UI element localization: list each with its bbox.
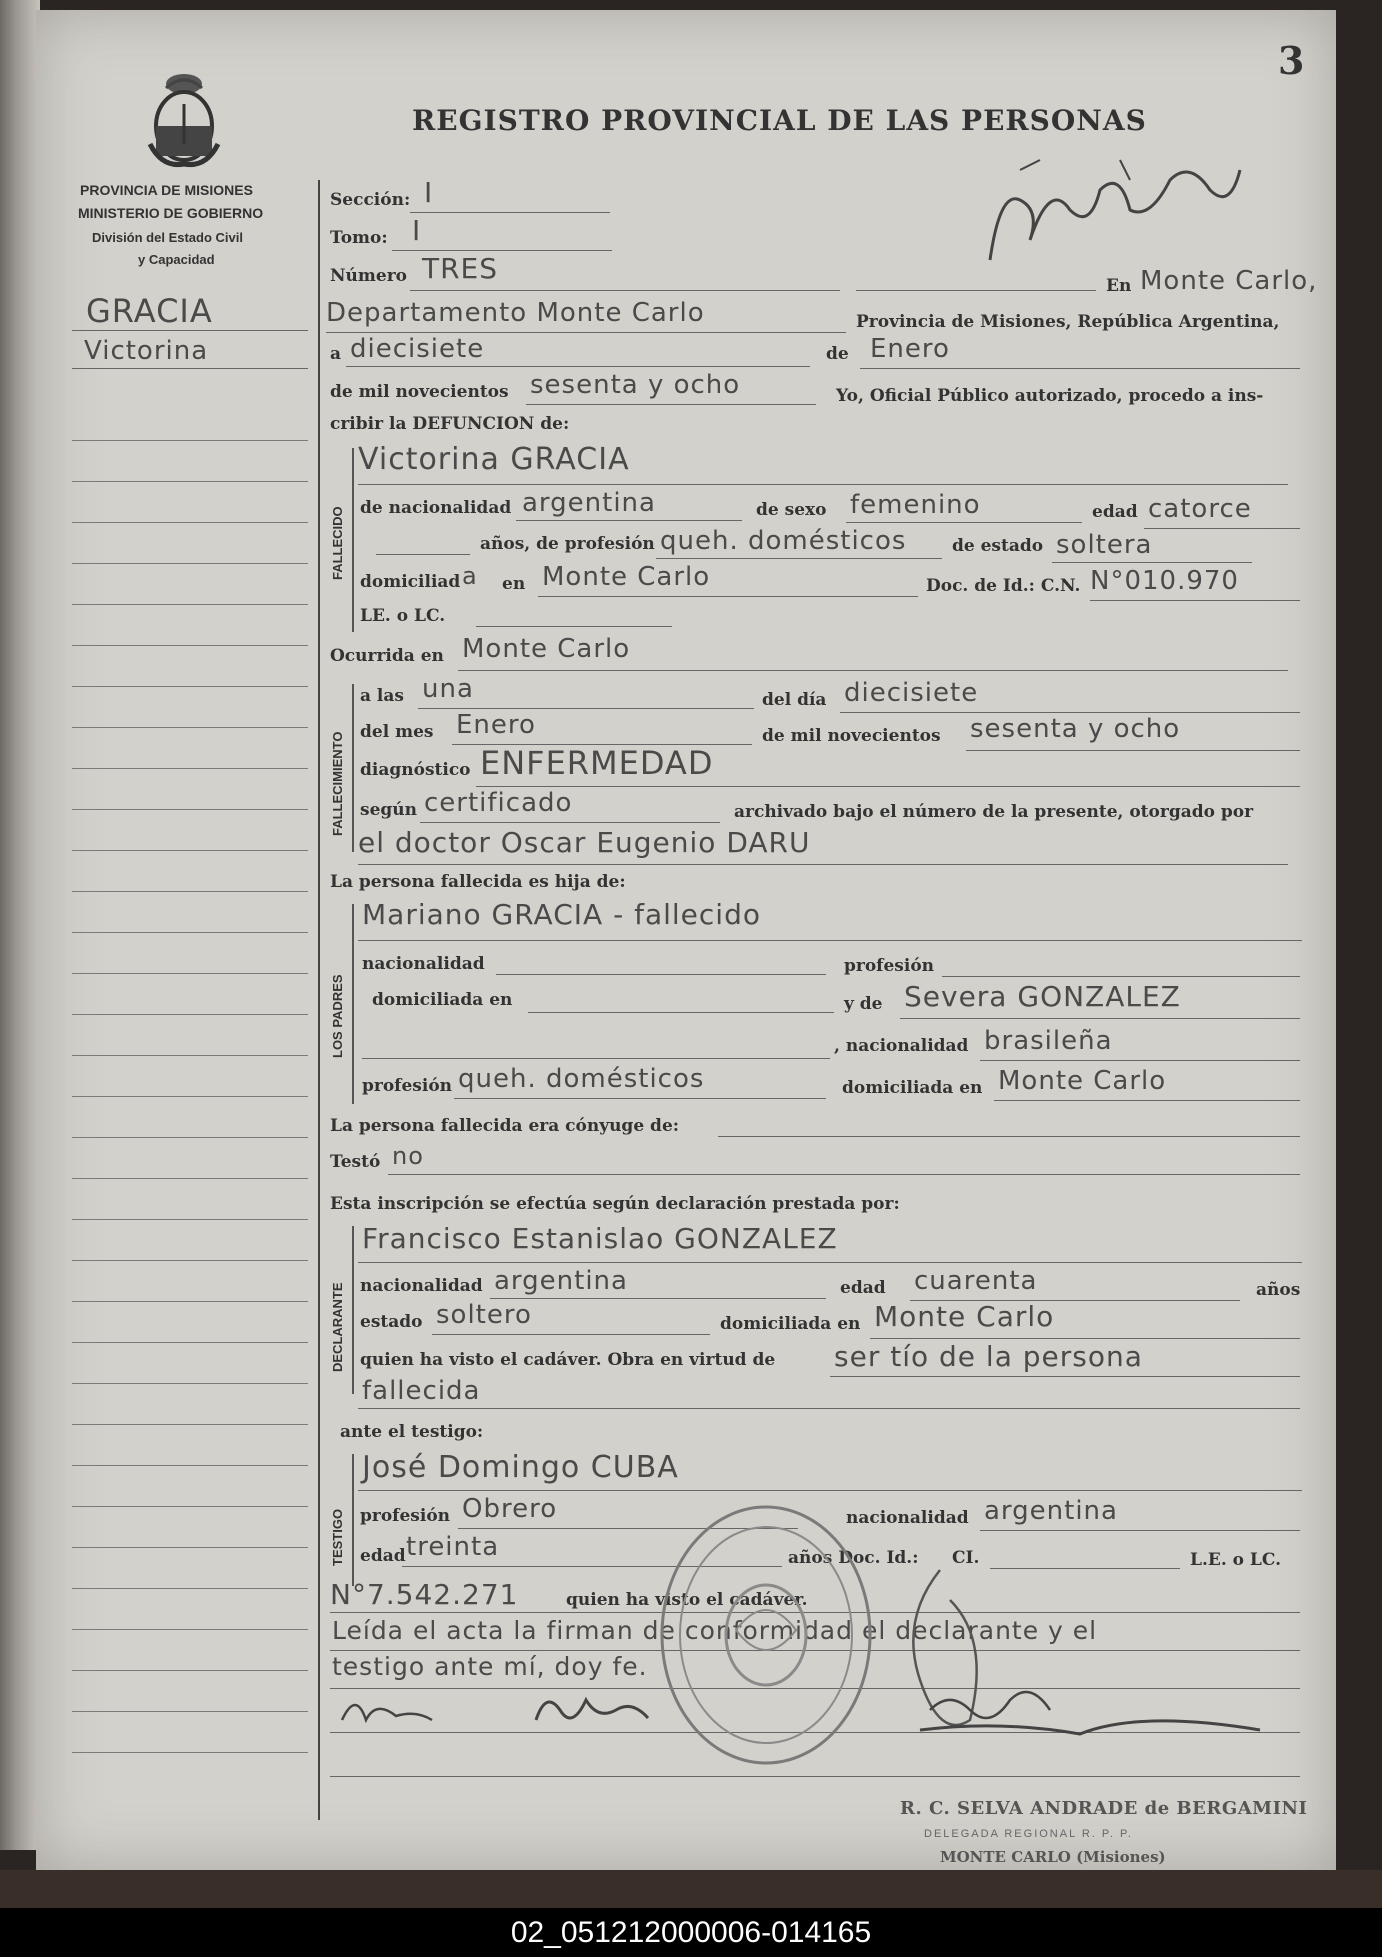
estado-line — [1052, 562, 1252, 563]
conyuge-line — [718, 1136, 1300, 1137]
testigo-nombre-line — [358, 1490, 1302, 1491]
declarante-anios-label: años — [1256, 1280, 1301, 1300]
conyuge-label: La persona fallecida era cónyuge de: — [330, 1116, 680, 1136]
archivado-text: archivado bajo el número de la presente, otorgado por — [734, 802, 1254, 822]
testo-value: no — [392, 1142, 424, 1170]
declarante-virtud-cont-line — [358, 1408, 1300, 1409]
hija-de-label: La persona fallecida es hija de: — [330, 872, 626, 892]
padre-nombre: Mariano GRACIA - fallecido — [362, 898, 761, 931]
tomo-line — [392, 250, 612, 251]
declarante-estado-line — [432, 1334, 710, 1335]
domiciliada-suffix: a — [462, 562, 478, 590]
testigo-edad: treinta — [406, 1532, 500, 1562]
cierre-linea-2: testigo ante mí, doy fe. — [332, 1652, 648, 1681]
declarante-nacionalidad-line — [490, 1298, 826, 1299]
edad-line — [1144, 528, 1300, 529]
mes-label: del mes — [360, 722, 434, 742]
le-lc-line — [476, 626, 672, 627]
seccion-label: Sección: — [330, 190, 411, 210]
testigo-edad-label: edad — [360, 1546, 406, 1566]
testigo-le-lc: L.E. o LC. — [1190, 1550, 1282, 1570]
doc-line — [1090, 600, 1300, 601]
fallecimiento-dia: diecisiete — [844, 678, 979, 708]
mil-label: de mil novecientos — [330, 382, 509, 402]
sexo-label: de sexo — [756, 500, 827, 520]
testigo-visto-label: quien ha visto el cadáver. — [566, 1590, 808, 1610]
anio-line — [526, 404, 816, 405]
padre-nacionalidad-label: nacionalidad — [362, 954, 485, 974]
de-label: de — [826, 344, 849, 364]
fallecido-nombre-line — [358, 484, 1288, 485]
oficial-nombre: R. C. SELVA ANDRADE de BERGAMINI — [900, 1798, 1308, 1819]
numero-line — [410, 290, 840, 291]
madre-nombre: Severa GONZALEZ — [904, 980, 1181, 1013]
ocurrida-line — [458, 670, 1288, 671]
madre-nacionalidad: brasileña — [984, 1026, 1113, 1056]
provincia-text: Provincia de Misiones, República Argentina, — [856, 312, 1280, 332]
declarante-visto-label: quien ha visto el cadáver. Obra en virtud de — [360, 1350, 776, 1370]
testigo-section-label: TESTIGO — [330, 1508, 345, 1566]
declarante-nacionalidad-label: nacionalidad — [360, 1276, 483, 1296]
ocurrida-label: Ocurrida en — [330, 646, 444, 666]
testigo-ante-label: ante el testigo: — [340, 1422, 484, 1442]
estado-label: de estado — [952, 536, 1044, 556]
margin-surname: GRACIA — [86, 292, 213, 330]
testo-line — [388, 1174, 1300, 1175]
yo-text: Yo, Oficial Público autorizado, procedo a ins- — [836, 386, 1264, 406]
a-label: a — [330, 344, 342, 364]
fallecimiento-anio: sesenta y ocho — [970, 714, 1181, 744]
madre-domicilio-label: domiciliada en — [842, 1078, 983, 1098]
padre-line — [358, 940, 1302, 941]
madre-blank-line — [362, 1058, 830, 1059]
seccion-line — [410, 212, 610, 213]
signature-declarante — [336, 1680, 656, 1740]
margin-line — [72, 368, 308, 369]
madre-profesion-line — [454, 1098, 826, 1099]
doc-label: Doc. de Id.: C.N. — [926, 576, 1081, 596]
fallecido-estado: soltera — [1056, 530, 1153, 560]
fallecimiento-mes: Enero — [456, 710, 536, 740]
agency-line-2: MINISTERIO DE GOBIERNO — [78, 205, 264, 221]
seccion-value: I — [424, 176, 434, 209]
agency-line-3: División del Estado Civil — [92, 230, 243, 245]
fallecimiento-bracket — [352, 684, 354, 852]
padre-domicilio-label: domiciliada en — [372, 990, 513, 1010]
sexo-line — [846, 522, 1082, 523]
diagnostico-value: ENFERMEDAD — [480, 744, 714, 782]
margin-ruled-lines — [72, 400, 308, 1753]
document-title: REGISTRO PROVINCIAL DE LAS PERSONAS — [412, 104, 1147, 137]
padre-domicilio-line — [528, 1012, 834, 1013]
madre-domicilio-line — [994, 1100, 1300, 1101]
declarante-section-label: DECLARANTE — [330, 1282, 345, 1372]
declarante-estado: soltero — [436, 1300, 532, 1330]
agency-line-4: y Capacidad — [138, 252, 215, 267]
en-value: Monte Carlo, — [1140, 266, 1318, 296]
diagnostico-label: diagnóstico — [360, 760, 471, 780]
nacionalidad-line — [516, 520, 742, 521]
madre-profesion: queh. domésticos — [458, 1064, 705, 1094]
testigo-bracket — [352, 1454, 354, 1586]
domiciliada-label: domiciliad — [360, 572, 461, 592]
numero-label: Número — [330, 266, 407, 286]
margin-line — [72, 330, 308, 331]
declarante-edad-label: edad — [840, 1278, 886, 1298]
scan-background — [0, 1870, 1382, 1910]
departamento-value: Departamento Monte Carlo — [326, 298, 705, 328]
testigo-nacionalidad-label: nacionalidad — [846, 1508, 969, 1528]
margin-given-name: Victorina — [84, 336, 209, 366]
fallecido-sexo: femenino — [850, 490, 981, 520]
testo-label: Testó — [330, 1152, 381, 1172]
mes-value: Enero — [870, 334, 950, 364]
declarante-virtud: ser tío de la persona — [834, 1340, 1143, 1373]
numero-value: TRES — [422, 252, 499, 285]
signature-oficial — [880, 1560, 1280, 1780]
segun-line — [420, 822, 720, 823]
le-lc-label: LE. o LC. — [360, 606, 446, 626]
cierre-linea-1: Leída el acta la firman de conformidad el declarante y el — [332, 1616, 1098, 1645]
padres-section-label: LOS PADRES — [330, 974, 345, 1058]
fallecimiento-section-label: FALLECIMIENTO — [330, 731, 345, 836]
padre-profesion-line — [942, 976, 1300, 977]
hora-line — [418, 708, 754, 709]
dia-value: diecisiete — [350, 334, 485, 364]
declarante-bracket — [352, 1226, 354, 1394]
dia-fall-line — [840, 712, 1300, 713]
declarante-domicilio-line — [870, 1338, 1300, 1339]
hora-label: a las — [360, 686, 404, 706]
profesion-line — [656, 558, 942, 559]
numero-line-2 — [856, 290, 1096, 291]
declarante-intro: Esta inscripción se efectúa según declaración prestada por: — [330, 1194, 900, 1214]
doctor-line — [358, 864, 1288, 865]
nacionalidad-label: de nacionalidad — [360, 498, 512, 518]
anio-value: sesenta y ocho — [530, 370, 741, 400]
testigo-anios-doc-label: años Doc. Id.: — [788, 1548, 919, 1568]
declarante-domicilio-label: domiciliada en — [720, 1314, 861, 1334]
anio-fall-line — [966, 750, 1300, 751]
y-de-label: y de — [844, 994, 883, 1014]
departamento-line — [326, 332, 846, 333]
anios-line — [376, 554, 470, 555]
testigo-profesion-label: profesión — [360, 1506, 451, 1526]
fallecido-edad: catorce — [1148, 494, 1252, 524]
declarante-nacionalidad: argentina — [494, 1266, 628, 1296]
page-number: 3 — [1278, 38, 1305, 83]
fallecido-nacionalidad: argentina — [522, 488, 656, 518]
padre-nacionalidad-line — [496, 974, 826, 975]
column-divider — [318, 180, 320, 1820]
declarante-domicilio: Monte Carlo — [874, 1300, 1055, 1333]
anio-fall-label: de mil novecientos — [762, 726, 941, 746]
segun-value: certificado — [424, 788, 573, 818]
segun-label: según — [360, 800, 417, 820]
dia-line — [346, 366, 810, 367]
madre-nacionalidad-label: , nacionalidad — [834, 1036, 969, 1056]
testigo-nacionalidad: argentina — [984, 1496, 1118, 1526]
testigo-doc-value: N°7.542.271 — [330, 1578, 519, 1611]
madre-line — [900, 1018, 1300, 1019]
declarante-nombre: Francisco Estanislao GONZALEZ — [362, 1222, 838, 1255]
fallecido-domicilio: Monte Carlo — [542, 562, 711, 592]
declarante-edad: cuarenta — [914, 1266, 1038, 1296]
madre-profesion-label: profesión — [362, 1076, 453, 1096]
image-caption: 02_051212000006-014165 — [0, 1908, 1382, 1957]
testigo-nombre: José Domingo CUBA — [362, 1450, 679, 1485]
padre-profesion-label: profesión — [844, 956, 935, 976]
testigo-profesion: Obrero — [462, 1494, 558, 1524]
fallecido-doc-value: N°010.970 — [1090, 566, 1239, 596]
oficial-cargo: DELEGADA REGIONAL R. P. P. — [924, 1828, 1133, 1840]
declarante-virtud-line — [830, 1376, 1300, 1377]
testigo-nacionalidad-line — [980, 1530, 1300, 1531]
diagnostico-line — [476, 786, 1300, 787]
anios-label: años, de profesión — [480, 534, 655, 554]
tomo-value: I — [412, 214, 422, 247]
testigo-ci-label: CI. — [952, 1548, 980, 1568]
tomo-label: Tomo: — [330, 228, 388, 248]
book-binding — [0, 0, 40, 1850]
fallecido-bracket — [352, 448, 354, 632]
official-seal-stamp — [656, 1500, 876, 1770]
domicilio-line — [538, 596, 918, 597]
coat-of-arms-icon — [142, 64, 226, 174]
fallecimiento-hora: una — [422, 674, 474, 704]
declarante-virtud-cont: fallecida — [362, 1376, 481, 1406]
en-label: En — [1106, 276, 1132, 296]
cribir-text: cribir la DEFUNCION de: — [330, 414, 570, 434]
fallecido-nombre: Victorina GRACIA — [358, 442, 630, 477]
declarante-nombre-line — [358, 1262, 1302, 1263]
edad-label: edad — [1092, 502, 1138, 522]
dia-label: del día — [762, 690, 827, 710]
fallecido-en-label: en — [502, 574, 526, 594]
doctor-value: el doctor Oscar Eugenio DARU — [358, 826, 811, 859]
agency-line-1: PROVINCIA DE MISIONES — [80, 182, 253, 198]
padres-bracket — [352, 904, 354, 1104]
madre-domicilio: Monte Carlo — [998, 1066, 1167, 1096]
fallecido-profesion: queh. domésticos — [660, 526, 907, 556]
mes-line — [860, 368, 1300, 369]
declarante-estado-label: estado — [360, 1312, 423, 1332]
fallecido-section-label: FALLECIDO — [330, 506, 345, 580]
madre-nacionalidad-line — [980, 1060, 1300, 1061]
handwritten-signature-top — [980, 150, 1260, 270]
ocurrida-value: Monte Carlo — [462, 634, 631, 664]
oficial-lugar: MONTE CARLO (Misiones) — [940, 1848, 1166, 1866]
